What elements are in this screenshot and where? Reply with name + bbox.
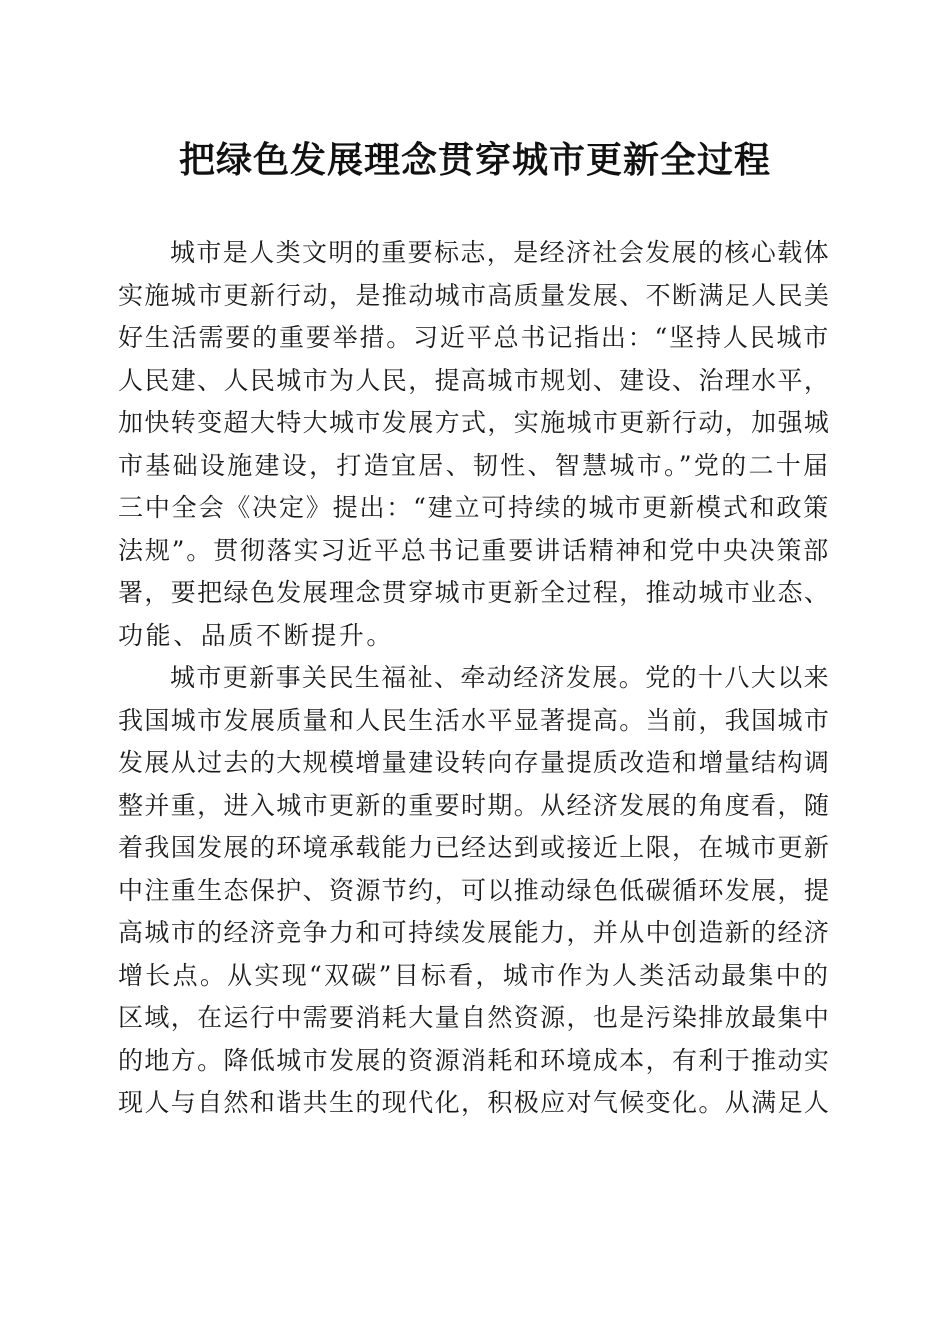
paragraph-line: 我国城市发展质量和人民生活水平显著提高。当前，我国城市	[118, 705, 830, 735]
paragraph-line: 三中全会《决定》提出：“建立可持续的城市更新模式和政策	[118, 493, 830, 522]
paragraph-1	[118, 232, 830, 657]
paragraph-line: 高城市的经济竞争力和可持续发展能力，并从中创造新的经济	[118, 918, 830, 947]
paragraph-line: 市基础设施建设，打造宜居、韧性、智慧城市。”党的二十届	[118, 450, 831, 480]
paragraph-2	[118, 657, 830, 1125]
document-title: 把绿色发展理念贯穿城市更新全过程	[178, 139, 771, 181]
paragraph-line: 法规”。贯彻落实习近平总书记重要讲话精神和党中央决策部	[118, 535, 830, 565]
paragraph-line: 发展从过去的大规模增量建设转向存量提质改造和增量结构调	[118, 748, 830, 777]
paragraph-line: 区域，在运行中需要消耗大量自然资源，也是污染排放最集中	[118, 1003, 830, 1032]
paragraph-line: 功能、品质不断提升。	[118, 620, 395, 650]
paragraph-line: 署，要把绿色发展理念贯穿城市更新全过程，推动城市业态、	[118, 578, 830, 607]
paragraph-line: 人民建、人民城市为人民，提高城市规划、建设、治理水平，	[118, 365, 830, 395]
paragraph-line: 增长点。从实现“双碳”目标看，城市作为人类活动最集中的	[118, 960, 830, 990]
paragraph-line: 城市是人类文明的重要标志，是经济社会发展的核心载体	[170, 238, 831, 267]
paragraph-line: 整并重，进入城市更新的重要时期。从经济发展的角度看，随	[118, 790, 830, 820]
paragraph-line: 现人与自然和谐共生的现代化，积极应对气候变化。从满足人	[118, 1088, 830, 1117]
paragraph-line: 中注重生态保护、资源节约，可以推动绿色低碳循环发展，提	[118, 875, 830, 905]
paragraph-line: 加快转变超大特大城市发展方式，实施城市更新行动，加强城	[118, 408, 830, 437]
paragraph-line: 城市更新事关民生福祉、牵动经济发展。党的十八大以来	[170, 663, 831, 692]
paragraph-line: 好生活需要的重要举措。习近平总书记指出：“坚持人民城市	[118, 323, 830, 352]
paragraph-line: 实施城市更新行动，是推动城市高质量发展、不断满足人民美	[118, 280, 830, 310]
document-body	[118, 232, 830, 1125]
paragraph-line: 着我国发展的环境承载能力已经达到或接近上限，在城市更新	[118, 833, 830, 862]
paragraph-line: 的地方。降低城市发展的资源消耗和环境成本，有利于推动实	[118, 1045, 830, 1075]
